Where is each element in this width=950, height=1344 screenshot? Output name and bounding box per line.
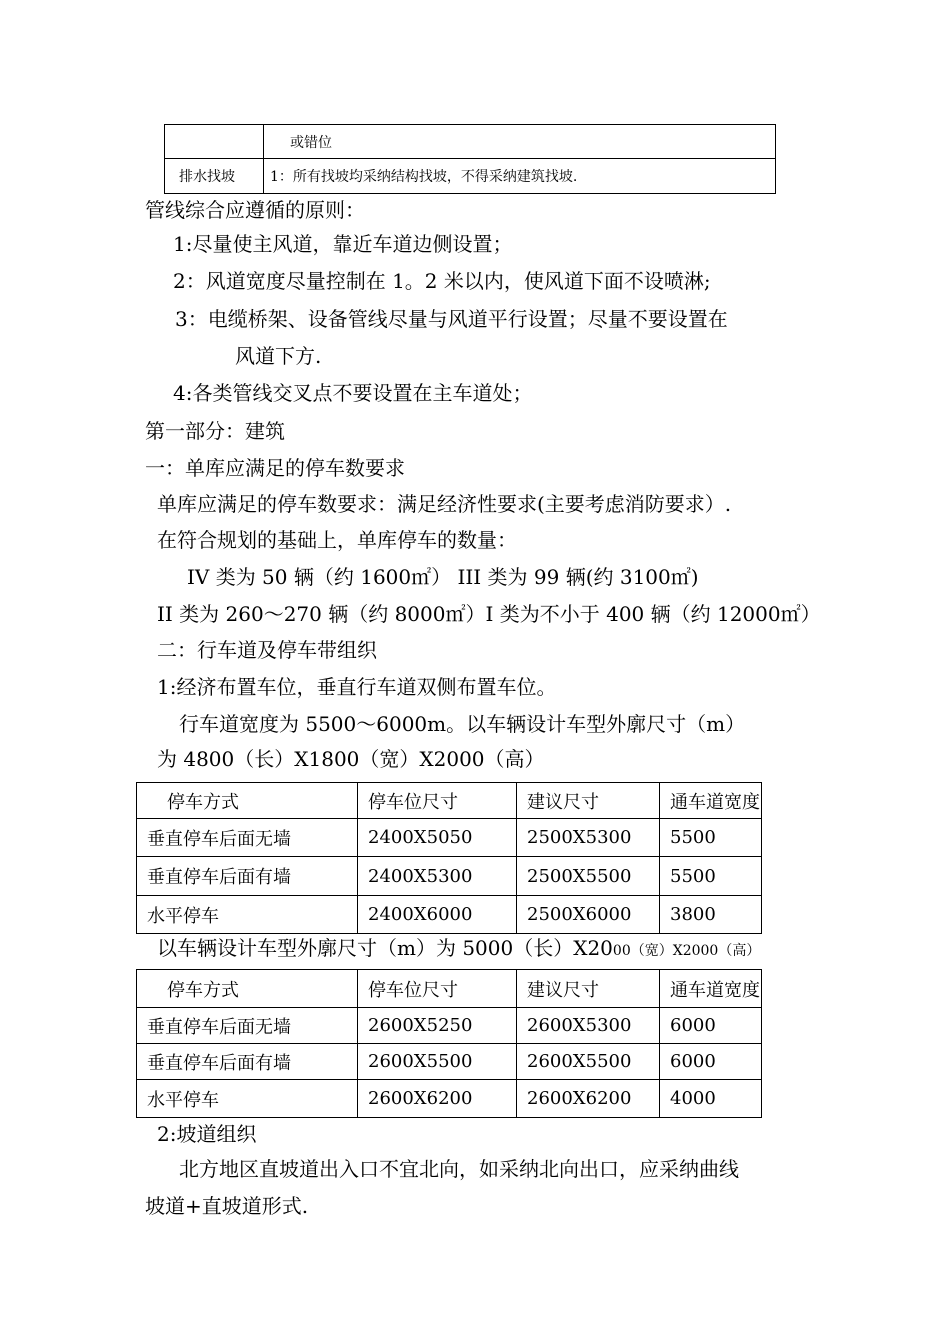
paragraph: 1:经济布置车位，垂直行车道双侧布置车位。 — [157, 675, 557, 699]
paragraph: 北方地区直坡道出入口不宜北向，如采纳北向出口，应采纳曲线 — [179, 1157, 739, 1181]
table-cell: 2600X5500 — [358, 1044, 517, 1080]
paragraph: 4:各类管线交叉点不要设置在主车道处； — [173, 381, 533, 405]
paragraph: 风道下方. — [235, 344, 322, 368]
caption-main: 以车辆设计车型外廓尺寸（m）为 5000（长）X20 — [157, 936, 613, 960]
table-cell: 垂直停车后面无墙 — [137, 1008, 358, 1044]
caption-tail: 00（宽）X2000（高） — [612, 943, 761, 959]
paragraph: 单库应满足的停车数要求：满足经济性要求(主要考虑消防要求）. — [157, 492, 732, 516]
table-cell: 2600X5300 — [517, 1008, 660, 1044]
table-cell: 2500X6000 — [517, 896, 660, 934]
drainage-table — [164, 124, 776, 194]
table-cell: 垂直停车后面有墙 — [137, 857, 358, 896]
table-cell: 或错位 — [264, 125, 776, 159]
table-cell: 2600X5500 — [517, 1044, 660, 1080]
table-cell: 2600X5250 — [358, 1008, 517, 1044]
paragraph: II 类为 260～270 辆（约 8000㎡）I 类为不小于 400 辆（约 12000㎡） — [157, 602, 821, 626]
section-heading: 二：行车道及停车带组织 — [157, 638, 377, 662]
table-cell: 水平停车 — [137, 1080, 358, 1118]
paragraph: IV 类为 50 辆（约 1600㎡） III 类为 99 辆(约 3100㎡) — [187, 565, 699, 589]
section-heading: 第一部分：建筑 — [145, 419, 285, 443]
table-cell — [165, 125, 264, 159]
pipeline-heading: 管线综合应遵循的原则： — [145, 198, 365, 222]
table-cell: 1：所有找坡均采纳结构找坡，不得采纳建筑找坡. — [264, 159, 776, 194]
table-header: 停车方式 — [137, 783, 358, 819]
table-cell: 2400X5300 — [358, 857, 517, 896]
table-header: 建议尺寸 — [517, 970, 660, 1008]
section-heading: 一：单库应满足的停车数要求 — [145, 456, 405, 480]
table-header: 建议尺寸 — [517, 783, 660, 819]
table-header: 通车道宽度 — [660, 970, 762, 1008]
table-cell: 垂直停车后面无墙 — [137, 819, 358, 857]
table-cell: 4000 — [660, 1080, 762, 1118]
paragraph: 坡道+直坡道形式. — [145, 1194, 309, 1218]
table-cell: 2600X6200 — [517, 1080, 660, 1118]
paragraph: 3：电缆桥架、设备管线尽量与风道平行设置；尽量不要设置在 — [175, 307, 728, 331]
table-header: 停车方式 — [137, 970, 358, 1008]
table-caption — [157, 935, 760, 964]
table-cell: 2400X6000 — [358, 896, 517, 934]
table-cell: 排水找坡 — [165, 159, 264, 194]
table-cell: 6000 — [660, 1008, 762, 1044]
table-cell: 2400X5050 — [358, 819, 517, 857]
table-header: 通车道宽度 — [660, 783, 762, 819]
table-header: 停车位尺寸 — [358, 970, 517, 1008]
table-cell: 2600X6200 — [358, 1080, 517, 1118]
table-cell: 3800 — [660, 896, 762, 934]
paragraph: 在符合规划的基础上，单库停车的数量： — [157, 528, 517, 552]
table-cell: 水平停车 — [137, 896, 358, 934]
table-cell: 2500X5300 — [517, 819, 660, 857]
table-cell: 6000 — [660, 1044, 762, 1080]
paragraph: 为 4800（长）X1800（宽）X2000（高） — [157, 747, 545, 771]
paragraph: 行车道宽度为 5500～6000m。以车辆设计车型外廓尺寸（m） — [179, 712, 746, 736]
table-header: 停车位尺寸 — [358, 783, 517, 819]
table-cell: 垂直停车后面有墙 — [137, 1044, 358, 1080]
section-heading: 2:坡道组织 — [157, 1122, 257, 1146]
parking-table-1 — [136, 782, 762, 934]
table-cell: 5500 — [660, 857, 762, 896]
parking-table-2 — [136, 969, 762, 1118]
table-cell: 5500 — [660, 819, 762, 857]
paragraph: 1:尽量使主风道，靠近车道边侧设置； — [173, 232, 513, 256]
table-cell: 2500X5500 — [517, 857, 660, 896]
paragraph: 2：风道宽度尽量控制在 1。2 米以内，使风道下面不设喷淋; — [173, 269, 711, 293]
